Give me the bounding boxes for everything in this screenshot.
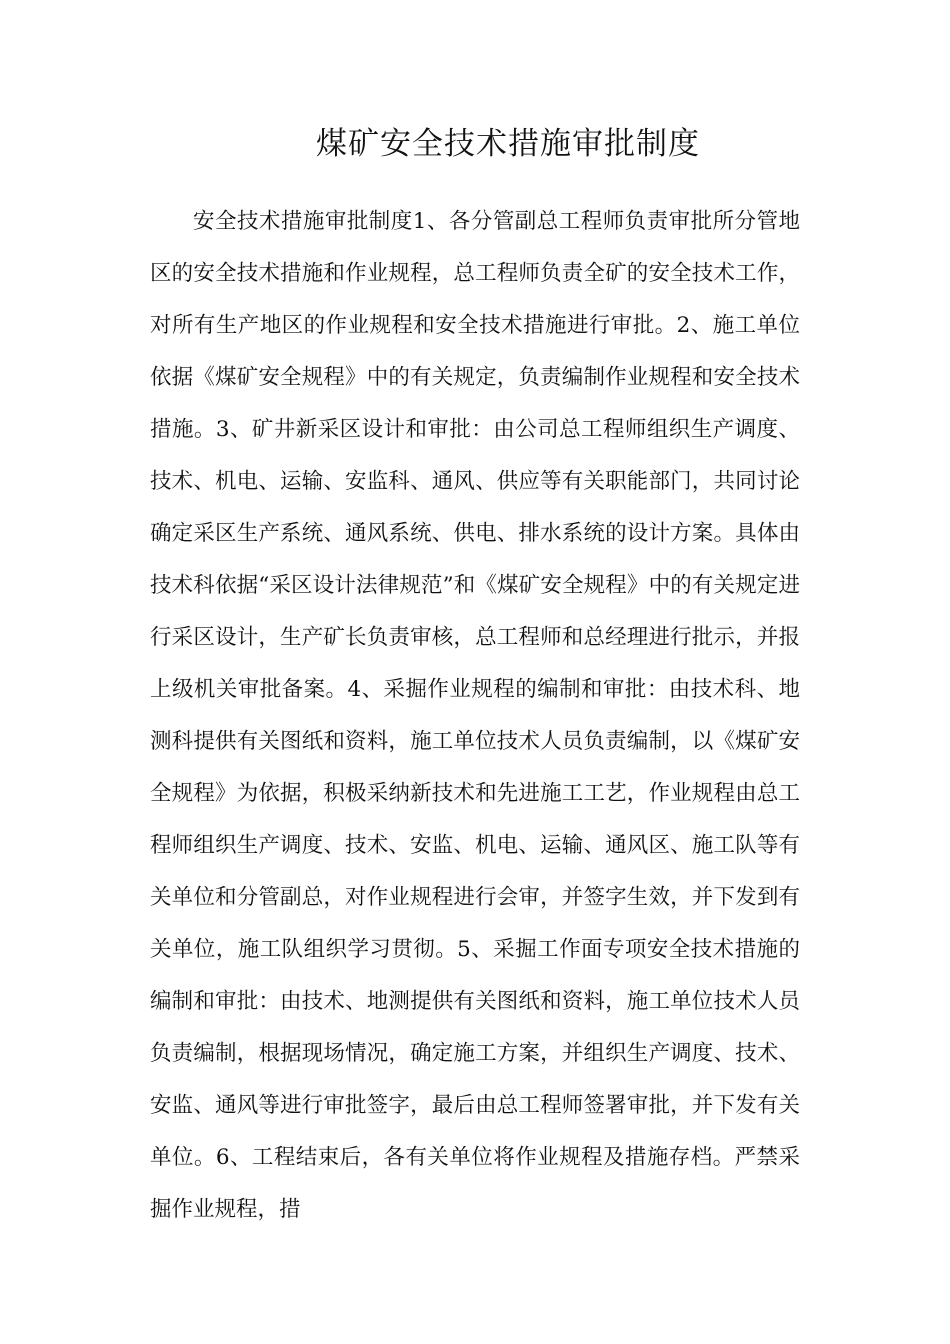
document-title: 煤矿安全技术措施审批制度: [316, 126, 700, 162]
document-body-paragraph: 安全技术措施审批制度1、各分管副总工程师负责审批所分管地区的安全技术措施和作业规程，总工程师负责全矿的安全技术工作，对所有生产地区的作业规程和安全技术措施进行审批。2、施工单位依据《煤矿安全规程》中的有关规定，负责编制作业规程和安全技术措施。3、矿井新采区设计和审批：由公司总工程师组织生产调度、技术、机电、运输、安监科、通风、供应等有关职能部门，共同讨论确定采区生产系统、通风系统、供电、排水系统的设计方案。具体由技术科依据“采区设计法律规范”和《煤矿安全规程》中的有关规定进行采区设计，生产矿长负责审核，总工程师和总经理进行批示，并报上级机关审批备案。4、采掘作业规程的编制和审批：由技术科、地测科提供有关图纸和资料，施工单位技术人员负责编制，以《煤矿安全规程》为依据，积极采纳新技术和先进施工工艺，作业规程由总工程师组织生产调度、技术、安监、机电、运输、通风区、施工队等有关单位和分管副总，对作业规程进行会审，并签字生效，并下发到有关单位，施工队组织学习贯彻。5、采掘工作面专项安全技术措施的编制和审批：由技术、地测提供有关图纸和资料，施工单位技术人员负责编制，根据现场情况，确定施工方案，并组织生产调度、技术、安监、通风等进行审批签字，最后由总工程师签署审批，并下发有关单位。6、工程结束后，各有关单位将作业规程及措施存档。严禁采掘作业规程，措: [150, 209, 800, 1222]
